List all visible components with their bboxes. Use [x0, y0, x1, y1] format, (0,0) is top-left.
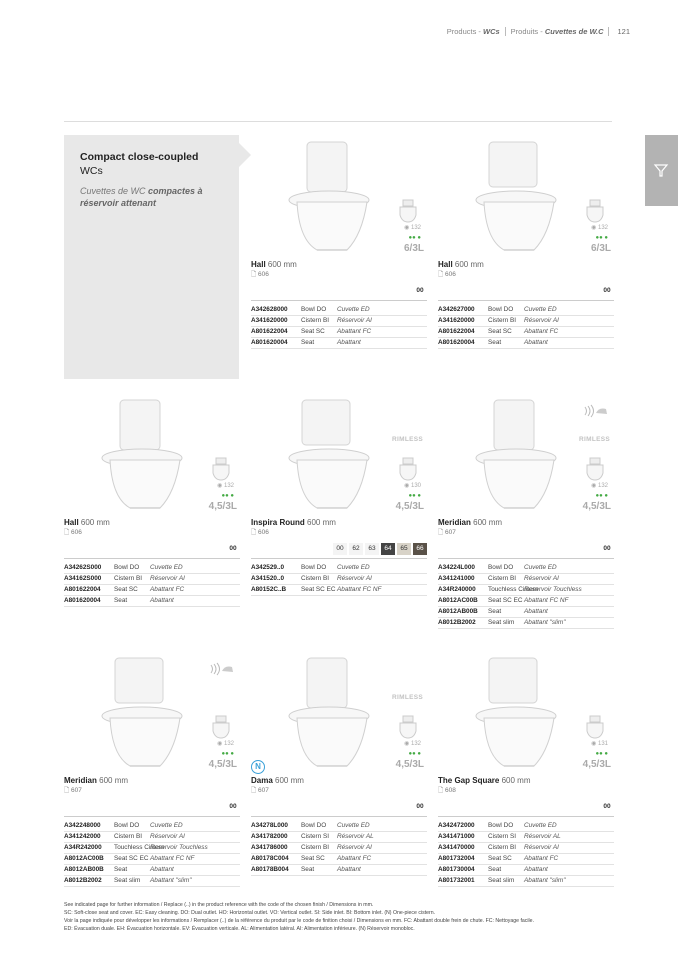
product-desc-fr: Abattant "slim": [524, 877, 566, 884]
product-photo: [438, 398, 614, 516]
product-desc-en: Seat SC: [301, 328, 325, 335]
product-card: [438, 398, 614, 629]
flush-volume: 6/3L: [403, 243, 424, 254]
product-code: A34162S000: [64, 575, 102, 582]
product-desc-fr: Réservoir AI: [150, 575, 185, 582]
view-count: ◉ 132: [591, 225, 608, 231]
product-desc-fr: Abattant: [524, 866, 548, 873]
finish-selector: [251, 285, 427, 301]
finish-selector: [438, 543, 614, 559]
product-photo: [438, 656, 614, 774]
product-desc-en: Touchless Cistern: [114, 844, 165, 851]
toilet-image: [277, 398, 387, 513]
product-desc-fr: Cuvette ED: [337, 564, 370, 571]
product-desc-en: Seat SC EC: [114, 855, 149, 862]
bidet-image: [584, 456, 606, 482]
toilet-image: [464, 398, 574, 513]
product-row: [64, 563, 240, 574]
product-name: Meridian 600 mm: [438, 518, 503, 527]
product-row: [64, 865, 240, 876]
product-desc-fr: Abattant "slim": [524, 619, 566, 626]
flush-volume: 6/3L: [590, 243, 611, 254]
product-code: A8012AB00B: [64, 866, 104, 873]
rimless-badge: RIMLESS: [579, 436, 610, 443]
product-row: [438, 563, 614, 574]
finish-selector: [438, 285, 614, 301]
product-desc-en: Cistern BI: [114, 833, 143, 840]
product-code: A341471000: [438, 833, 475, 840]
bidet-image: [397, 456, 419, 482]
finish-swatch[interactable]: 00: [603, 545, 611, 552]
product-photo: [251, 140, 427, 258]
product-code: A801620004: [438, 339, 475, 346]
product-desc-fr: Abattant FC: [337, 855, 372, 862]
product-row: [438, 843, 614, 854]
product-desc-fr: Réservoir AL: [524, 833, 561, 840]
product-desc-fr: Abattant: [524, 608, 548, 615]
product-desc-en: Seat slim: [114, 877, 141, 884]
product-code: A34R240000: [438, 586, 476, 593]
product-desc-fr: Abattant FC NF: [337, 586, 382, 593]
finish-swatch[interactable]: 63: [365, 543, 379, 555]
finish-swatch[interactable]: 64: [381, 543, 395, 555]
product-photo: [251, 398, 427, 516]
product-desc-fr: Cuvette ED: [524, 564, 557, 571]
product-row: [64, 585, 240, 596]
product-desc-fr: Abattant FC NF: [150, 855, 195, 862]
product-row: [64, 574, 240, 585]
product-card: [64, 398, 240, 607]
rimless-badge: RIMLESS: [392, 694, 423, 701]
product-code: A80152C..B: [251, 586, 287, 593]
product-desc-en: Seat: [488, 339, 502, 346]
product-code: A342472000: [438, 822, 475, 829]
product-desc-en: Seat SC: [301, 855, 325, 862]
toilet-image: [90, 656, 200, 771]
finish-swatch[interactable]: 00: [229, 545, 237, 552]
product-row: [438, 585, 614, 596]
product-desc-fr: Abattant: [337, 339, 361, 346]
finish-selector: [251, 543, 427, 559]
product-photo: [64, 398, 240, 516]
bidet-image: [397, 198, 419, 224]
product-desc-fr: Abattant FC NF: [524, 597, 569, 604]
finish-swatch[interactable]: 00: [416, 803, 424, 810]
product-code: A34262S000: [64, 564, 102, 571]
view-count: ◉ 132: [591, 483, 608, 489]
finish-swatch[interactable]: 66: [413, 543, 427, 555]
product-row: [251, 585, 427, 596]
product-row: [251, 865, 427, 876]
product-name: Hall 600 mm: [251, 260, 297, 269]
product-desc-en: Seat: [488, 608, 502, 615]
product-row: [251, 316, 427, 327]
flush-volume: 4,5/3L: [395, 501, 424, 512]
product-desc-fr: Cuvette ED: [524, 822, 557, 829]
product-row: [438, 596, 614, 607]
touchless-icon: [208, 662, 234, 676]
product-name: Dama 600 mm: [251, 776, 304, 785]
product-row: [438, 865, 614, 876]
product-desc-fr: Abattant: [150, 866, 174, 873]
product-desc-fr: Abattant "slim": [150, 877, 192, 884]
intro-title: Compact close-coupled: [80, 151, 199, 163]
flush-volume: 4,5/3L: [208, 501, 237, 512]
toilet-image: [90, 398, 200, 513]
product-row: [438, 832, 614, 843]
wc-funnel-icon: [654, 163, 668, 177]
eco-icon: ●● ●: [595, 493, 608, 499]
finish-selector: [251, 801, 427, 817]
eco-icon: ●● ●: [595, 751, 608, 757]
page-ref[interactable]: 🗋 606: [64, 529, 82, 536]
product-row: [438, 305, 614, 316]
product-code: A8012AB00B: [438, 608, 478, 615]
product-desc-fr: Cuvette ED: [337, 822, 370, 829]
product-desc-fr: Reservoir Touchless: [150, 844, 208, 851]
bidet-image: [584, 198, 606, 224]
section-tab[interactable]: [645, 135, 678, 206]
product-row: [438, 821, 614, 832]
product-photo: [64, 656, 240, 774]
product-desc-en: Cistern SI: [488, 833, 517, 840]
finish-swatch[interactable]: 62: [349, 543, 363, 555]
product-code: A80178C004: [251, 855, 289, 862]
product-desc-en: Cistern BI: [301, 844, 330, 851]
rimless-badge: RIMLESS: [392, 436, 423, 443]
product-desc-fr: Réservoir AI: [524, 317, 559, 324]
product-row: [251, 832, 427, 843]
product-desc-en: Seat: [114, 597, 128, 604]
product-desc-fr: Abattant: [524, 339, 548, 346]
product-desc-fr: Cuvette ED: [150, 822, 183, 829]
product-code: A801732004: [438, 855, 475, 862]
finish-swatch[interactable]: 00: [603, 803, 611, 810]
product-desc-en: Seat SC EC: [301, 586, 336, 593]
toilet-image: [277, 656, 387, 771]
product-desc-en: Seat slim: [488, 877, 515, 884]
product-desc-en: Bowl DO: [114, 822, 140, 829]
footnote: Voir la page indiquée pour développer les informations / Remplacer (..) de la référence du produit par le code de finition choisi / Dimensions en mm. FC: Abattant double frein de chute. FC: Nettoyage facile.: [64, 918, 535, 924]
product-desc-en: Bowl DO: [301, 822, 327, 829]
product-row: [251, 854, 427, 865]
product-row: [251, 305, 427, 316]
product-desc-en: Seat: [114, 866, 128, 873]
product-desc-en: Cistern BI: [488, 844, 517, 851]
product-photo: [438, 140, 614, 258]
product-row: [251, 821, 427, 832]
flush-volume: 4,5/3L: [582, 759, 611, 770]
touchless-icon: [582, 404, 608, 418]
product-code: A801620004: [64, 597, 101, 604]
product-row: [64, 832, 240, 843]
product-desc-fr: Abattant FC: [524, 855, 559, 862]
product-code: A342529..0: [251, 564, 285, 571]
view-count: ◉ 132: [217, 483, 234, 489]
header-divider: [608, 27, 609, 36]
product-desc-en: Cistern BI: [301, 317, 330, 324]
finish-swatch[interactable]: 00: [333, 543, 347, 555]
product-desc-en: Bowl DO: [488, 564, 514, 571]
product-desc-en: Touchless Cistern: [488, 586, 539, 593]
product-desc-fr: Réservoir AI: [524, 844, 559, 851]
product-desc-en: Bowl DO: [488, 306, 514, 313]
product-row: [438, 338, 614, 349]
finish-swatch[interactable]: 00: [416, 287, 424, 294]
section-en: Products - WCs: [446, 27, 500, 36]
product-desc-fr: Réservoir AI: [337, 844, 372, 851]
product-row: [438, 574, 614, 585]
eco-icon: ●● ●: [221, 493, 234, 499]
toilet-image: [464, 656, 574, 771]
product-desc-fr: Réservoir AI: [337, 575, 372, 582]
product-code: A341241000: [438, 575, 475, 582]
finish-selector: [438, 801, 614, 817]
product-name: Hall 600 mm: [64, 518, 110, 527]
product-row: [438, 316, 614, 327]
product-desc-en: Cistern SI: [301, 833, 330, 840]
finish-selector: [64, 801, 240, 817]
section-fr: Produits - Cuvettes de W.C: [510, 27, 604, 36]
product-row: [438, 876, 614, 887]
product-row: [64, 843, 240, 854]
product-desc-en: Seat SC: [114, 586, 138, 593]
product-row: [251, 843, 427, 854]
product-desc-en: Cistern BI: [301, 575, 330, 582]
footnote: SC: Soft-close seat and cover. EC: Easy cleaning. DO: Dual outlet. HO: Horizontal outlet. VO: Vertical outlet. SI: Side inlet. BI: Bottom inlet. (N) One-piece cistern.: [64, 910, 436, 916]
product-code: A80178B004: [251, 866, 289, 873]
product-desc-fr: Abattant FC: [337, 328, 372, 335]
view-count: ◉ 130: [404, 483, 421, 489]
new-badge: N: [251, 760, 265, 774]
page-ref[interactable]: 🗋 608: [438, 787, 456, 794]
product-desc-fr: Abattant FC: [150, 586, 185, 593]
eco-icon: ●● ●: [595, 235, 608, 241]
bidet-image: [210, 456, 232, 482]
product-desc-en: Bowl DO: [301, 564, 327, 571]
eco-icon: ●● ●: [408, 493, 421, 499]
footnotes: [64, 901, 614, 933]
product-desc-en: Cistern BI: [488, 317, 517, 324]
product-photo: [251, 656, 427, 774]
product-name: The Gap Square 600 mm: [438, 776, 531, 785]
product-card: [438, 140, 614, 349]
product-desc-en: Bowl DO: [301, 306, 327, 313]
product-desc-en: Seat: [301, 339, 315, 346]
product-desc-fr: Abattant: [337, 866, 361, 873]
product-row: [64, 854, 240, 865]
header-rule: [64, 121, 612, 122]
product-desc-en: Seat slim: [488, 619, 515, 626]
bidet-image: [584, 714, 606, 740]
product-row: [438, 327, 614, 338]
product-code: A342627000: [438, 306, 475, 313]
product-card: [438, 656, 614, 887]
intro-french: Cuvettes de WC compactes à réservoir attenant: [80, 186, 203, 208]
view-count: ◉ 132: [404, 225, 421, 231]
product-code: A342628000: [251, 306, 288, 313]
page-ref[interactable]: 🗋 606: [438, 271, 456, 278]
product-desc-en: Seat SC: [488, 328, 512, 335]
eco-icon: ●● ●: [408, 751, 421, 757]
finish-selector: [64, 543, 240, 559]
product-desc-en: Cistern BI: [114, 575, 143, 582]
page-number: 121: [617, 27, 630, 36]
product-desc-en: Bowl DO: [488, 822, 514, 829]
product-code: A8012AC00B: [64, 855, 104, 862]
product-desc-fr: Cuvette ED: [524, 306, 557, 313]
finish-swatch[interactable]: 00: [603, 287, 611, 294]
page-ref[interactable]: 🗋 607: [438, 529, 456, 536]
product-desc-fr: Réservoir AI: [150, 833, 185, 840]
product-code: A801730004: [438, 866, 475, 873]
product-code: A341620000: [251, 317, 288, 324]
product-row: [251, 563, 427, 574]
product-row: [251, 327, 427, 338]
product-code: A8012AC00B: [438, 597, 478, 604]
finish-swatch[interactable]: 00: [229, 803, 237, 810]
product-row: [438, 854, 614, 865]
product-code: A341242000: [64, 833, 101, 840]
bidet-image: [210, 714, 232, 740]
product-code: A34224L000: [438, 564, 475, 571]
eco-icon: ●● ●: [221, 751, 234, 757]
product-row: [438, 618, 614, 629]
product-desc-en: Cistern BI: [488, 575, 517, 582]
product-desc-en: Seat SC: [488, 855, 512, 862]
footnote: ED: Évacuation duale. EH: Évacuation horizontale. EV: Évacuation verticale. AL: Alimentation latéral. AI: Alimentation inférieure. (N) Réservoir monobloc.: [64, 926, 415, 932]
toilet-image: [277, 140, 387, 255]
product-code: A8012B2002: [64, 877, 102, 884]
product-desc-en: Seat SC EC: [488, 597, 523, 604]
bidet-image: [397, 714, 419, 740]
page-ref[interactable]: 🗋 607: [251, 787, 269, 794]
product-code: A341620000: [438, 317, 475, 324]
intro-subtitle: WCs: [80, 165, 103, 177]
view-count: ◉ 132: [217, 741, 234, 747]
toilet-image: [464, 140, 574, 255]
product-desc-fr: Abattant FC: [524, 328, 559, 335]
product-row: [438, 607, 614, 618]
product-code: A801622004: [438, 328, 475, 335]
product-desc-fr: Cuvette ED: [150, 564, 183, 571]
product-code: A801622004: [64, 586, 101, 593]
flush-volume: 4,5/3L: [395, 759, 424, 770]
product-code: A341786000: [251, 844, 288, 851]
flush-volume: 4,5/3L: [582, 501, 611, 512]
header-divider: [505, 27, 506, 36]
product-name: Hall 600 mm: [438, 260, 484, 269]
product-code: A801620004: [251, 339, 288, 346]
product-code: A8012B2002: [438, 619, 476, 626]
product-code: A341470000: [438, 844, 475, 851]
product-row: [64, 876, 240, 887]
product-desc-fr: Réservoir AI: [524, 575, 559, 582]
product-code: A801622004: [251, 328, 288, 335]
view-count: ◉ 131: [591, 741, 608, 747]
product-desc-fr: Réservoir AL: [337, 833, 374, 840]
intro-box: [64, 135, 239, 379]
product-name: Inspira Round 600 mm: [251, 518, 336, 527]
footnote: See indicated page for further information / Replace (..) in the product reference with the code of the chosen finish / Dimensions in mm.: [64, 902, 374, 908]
product-desc-en: Bowl DO: [114, 564, 140, 571]
product-name: Meridian 600 mm: [64, 776, 129, 785]
product-row: [251, 574, 427, 585]
page-ref[interactable]: 🗋 606: [251, 271, 269, 278]
product-row: [64, 821, 240, 832]
product-card: [251, 398, 427, 596]
page-ref[interactable]: 🗋 607: [64, 787, 82, 794]
product-row: [251, 338, 427, 349]
product-card: [251, 140, 427, 349]
product-card: [64, 656, 240, 887]
product-code: A341782000: [251, 833, 288, 840]
product-code: A34R242000: [64, 844, 102, 851]
product-card: [251, 656, 427, 876]
product-desc-fr: Réservoir AI: [337, 317, 372, 324]
page-ref[interactable]: 🗋 606: [251, 529, 269, 536]
view-count: ◉ 132: [404, 741, 421, 747]
page-header: [447, 27, 630, 36]
product-desc-fr: Reservoir Touchless: [524, 586, 582, 593]
finish-swatch[interactable]: 65: [397, 543, 411, 555]
product-code: A801732001: [438, 877, 475, 884]
product-desc-fr: Abattant: [150, 597, 174, 604]
eco-icon: ●● ●: [408, 235, 421, 241]
product-desc-fr: Cuvette ED: [337, 306, 370, 313]
product-code: A341520..0: [251, 575, 285, 582]
product-desc-en: Seat: [488, 866, 502, 873]
product-row: [64, 596, 240, 607]
flush-volume: 4,5/3L: [208, 759, 237, 770]
product-code: A342248000: [64, 822, 101, 829]
product-code: A34278L000: [251, 822, 288, 829]
product-desc-en: Seat: [301, 866, 315, 873]
